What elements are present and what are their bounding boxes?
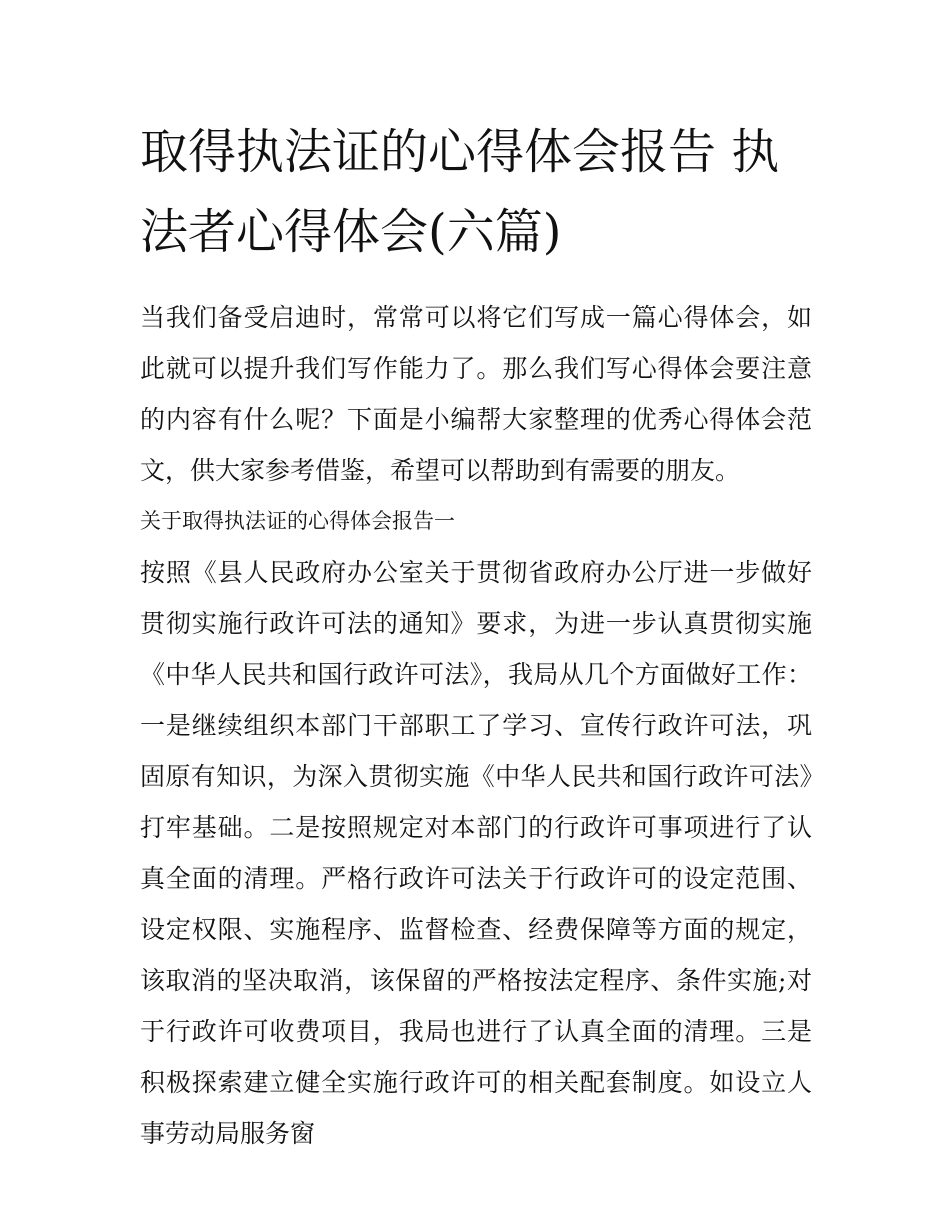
- body-paragraph: 按照《县人民政府办公室关于贯彻省政府办公厅进一步做好贯彻实施行政许可法的通知》要求，为进一步认真贯彻实施《中华人民共和国行政许可法》，我局从几个方面做好工作：一是继续组织本部门干部职工了学习、宣传行政许可法，巩固原有知识，为深入贯彻实施《中华人民共和国行政许可法》打牢基础。二是按照规定对本部门的行政许可事项进行了认真全面的清理。严格行政许可法关于行政许可的设定范围、设定权限、实施程序、监督检查、经费保障等方面的规定，该取消的坚决取消，该保留的严格按法定程序、条件实施;对于行政许可收费项目，我局也进行了认真全面的清理。三是积极探索建立健全实施行政许可的相关配套制度。如设立人事劳动局服务窗: [140, 558, 812, 1148]
- document-title: 取得执法证的心得体会报告 执法者心得体会(六篇): [140, 124, 780, 260]
- intro-paragraph: 当我们备受启迪时，常常可以将它们写成一篇心得体会，如此就可以提升我们写作能力了。那么我们写心得体会要注意的内容有什么呢？下面是小编帮大家整理的优秀心得体会范文，供大家参考借鉴，希望可以帮助到有需要的朋友。: [140, 303, 812, 485]
- document-content: [140, 112, 812, 1159]
- section-heading: 关于取得执法证的心得体会报告一: [140, 509, 455, 533]
